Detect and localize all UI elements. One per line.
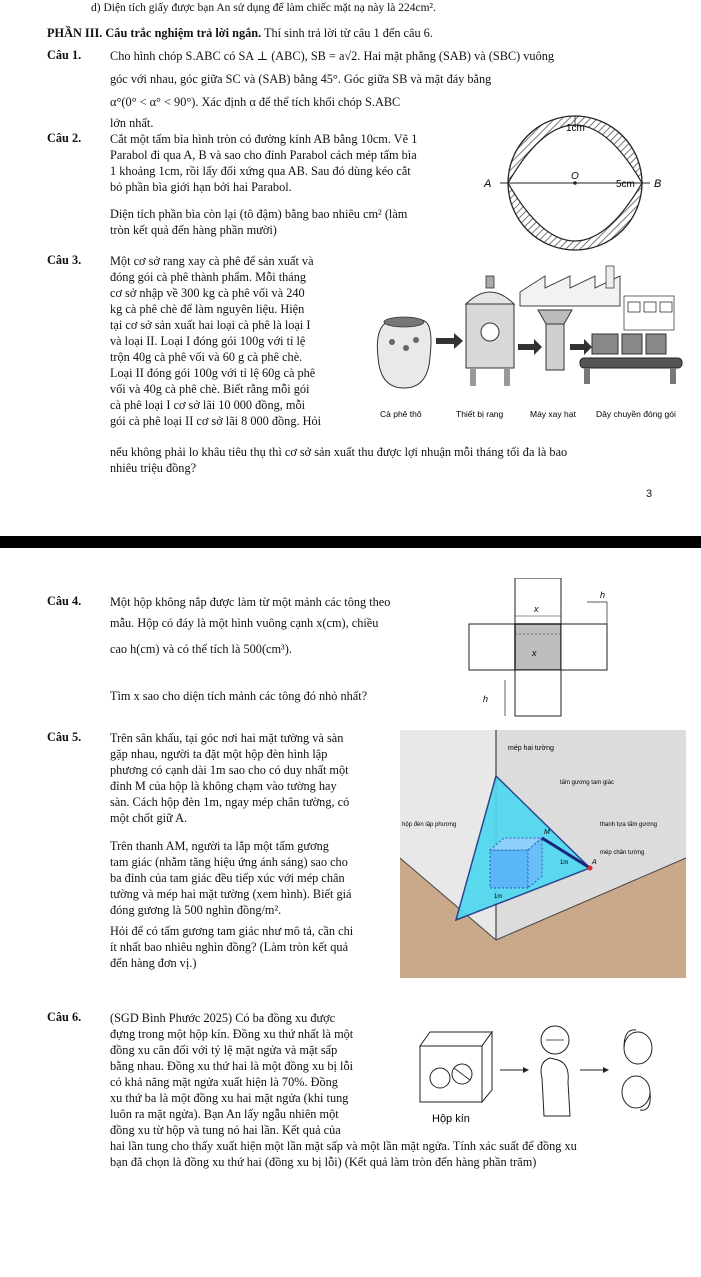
q2-line4: bỏ phần bìa giới hạn bởi hai Parabol. xyxy=(110,180,292,194)
q6-fig-label: Hộp kín xyxy=(432,1113,470,1125)
q5-fig-mirror: tấm gương tam giác xyxy=(560,780,614,786)
q2-line5: Diện tích phần bìa còn lại (tô đậm) bằng bao nhiêu cm² (làm xyxy=(110,207,408,221)
q3-line: Một cơ sở rang xay cà phê để sản xuất và xyxy=(110,254,314,268)
q4-label-x-mid: x xyxy=(532,648,537,658)
top-line: d) Diện tích giấy được bạn An sử dụng để làm chiếc mặt nạ này là 224cm². xyxy=(91,2,436,14)
grinder-icon xyxy=(546,322,564,370)
light-box-cube xyxy=(490,850,528,888)
q5-fig-m: M xyxy=(544,829,550,836)
q3-fig-label-2: Thiết bị rang xyxy=(456,409,504,419)
q6-line: đồng xu cân đối với tỷ lệ mặt ngửa và mặt sấp xyxy=(110,1043,338,1057)
net-left-flap xyxy=(469,624,515,670)
q4-line1: Một hộp không nắp được làm từ một mảnh các tông theo xyxy=(110,595,391,609)
q6-coin-figure xyxy=(410,1018,690,1130)
q3-line-last: nhiêu triệu đồng? xyxy=(110,461,197,475)
page-divider xyxy=(0,536,701,548)
net-right-flap xyxy=(561,624,607,670)
q1-line2: góc với nhau, góc giữa SC và (SAB) bằng 45°. Góc giữa SB và mặt đáy bằng xyxy=(110,72,492,86)
q3-line: trộn 40g cà phê vối và 60 g cà phê chè. xyxy=(110,350,303,364)
q3-production-figure xyxy=(370,262,688,424)
q6-line: đồng xu từ hộp và tung nó hai lần. Kết quả của xyxy=(110,1123,341,1137)
closed-box-lid xyxy=(420,1032,492,1046)
q3-line: cà phê loại I cơ sở lãi 10 000 đồng, mỗi xyxy=(110,398,306,412)
q2-label-b: B xyxy=(654,178,662,190)
pin-a xyxy=(588,866,593,871)
coffee-sack-icon xyxy=(377,320,431,388)
q5-para2-line: tam giác (nhằm tăng hiệu ứng ánh sáng) sao cho xyxy=(110,855,348,869)
q5-fig-edge-walls: mép hai tường xyxy=(508,745,554,752)
q1-line1: Cho hình chóp S.ABC có SA ⊥ (ABC), SB = a√2. Hai mặt phẳng (SAB) và (SBC) vuông xyxy=(110,49,555,63)
q3-line: cơ sở nhập về 300 kg cà phê vối và 240 xyxy=(110,286,305,300)
q5-fig-1m-a: 1m xyxy=(494,894,503,900)
q4-box-net-figure xyxy=(445,578,695,728)
section-note: Thí sinh trả lời từ câu 1 đến câu 6. xyxy=(264,26,433,40)
hand-icon xyxy=(541,1058,570,1116)
q5-mirror-figure xyxy=(400,730,686,978)
q2-line3: 1 khoảng 1cm, rồi lấy đối xứng qua AB. Sau đó dùng kéo cắt xyxy=(110,164,411,178)
q2-label-o: O xyxy=(571,171,579,182)
q3-line: kg cà phê chè để làm nguyên liệu. Hiện xyxy=(110,302,305,316)
q3-line-full: nếu không phải lo khâu tiêu thụ thì cơ sở sản xuất thu được lợi nhuận mỗi tháng tối đa là bao xyxy=(110,445,568,459)
q5-para2-line: đóng gương là 500 nghìn đồng/m². xyxy=(110,903,282,917)
q2-label-a: A xyxy=(484,178,492,190)
q6-label: Câu 6. xyxy=(47,1010,82,1024)
q5-label: Câu 5. xyxy=(47,730,82,744)
q3-line: Loại II đóng gói 100g với tỉ lệ 60g cà phê xyxy=(110,366,316,380)
q5-para3-line: Hỏi để có tấm gương tam giác như mô tả, cần chi xyxy=(110,924,354,938)
q2-line6: tròn kết quả đến hàng phần mười) xyxy=(110,223,277,237)
q5-para3-line: ít nhất bao nhiêu nghìn đồng? (Làm tròn kết quả xyxy=(110,940,349,954)
q5-para1-line: đỉnh M của hộp là không chạm vào tường hay xyxy=(110,779,337,793)
q3-label: Câu 3. xyxy=(47,253,82,267)
packaging-line-icon xyxy=(592,334,618,354)
net-top-flap xyxy=(515,578,561,624)
section-title: PHẦN III. Câu trắc nghiệm trả lời ngắn. xyxy=(47,26,262,40)
q3-line: và loại II. Loại I đóng gói 100g với tỉ lệ xyxy=(110,334,306,348)
page-top xyxy=(0,0,701,536)
coin-side-icon xyxy=(622,1076,650,1108)
q5-para1-line: Trên sân khấu, tại góc nơi hai mặt tường và sàn xyxy=(110,731,344,745)
coin-side-icon xyxy=(624,1032,652,1064)
arrow-icon xyxy=(436,333,463,349)
factory-icon xyxy=(520,276,620,306)
q5-fig-a: A xyxy=(592,859,597,866)
q2-5cm-label: 5cm xyxy=(616,179,635,190)
q4-label-h-left: h xyxy=(483,694,489,704)
q5-fig-bar: thanh tựa tấm gương xyxy=(600,822,657,828)
q5-para2-line: ba đỉnh của tam giác đều tiếp xúc với mép chân xyxy=(110,871,345,885)
q3-line: vối và 40g cà phê chè. Biết rằng mỗi gói xyxy=(110,382,310,396)
q6-line: luôn ra mặt ngửa). Bạn An lấy ngẫu nhiên một xyxy=(110,1107,339,1121)
q1-line3: α°(0° < α° < 90°). Xác định α để thể tích khối chóp S.ABC xyxy=(110,95,401,109)
q5-para2-line: Trên thanh AM, người ta lắp một tấm gương xyxy=(110,839,329,853)
q3-fig-label-4: Dây chuyền đóng gói xyxy=(596,409,676,419)
q4-label: Câu 4. xyxy=(47,594,82,608)
q5-fig-box: hộp đèn lập phương xyxy=(402,822,457,828)
q2-1cm-label: 1cm xyxy=(566,123,585,134)
q5-para1-line: gặp nhau, người ta đặt một hộp đèn hình lập xyxy=(110,747,328,761)
q4-label-h-top: h xyxy=(600,590,606,600)
q3-fig-label-3: Máy xay hạt xyxy=(530,409,576,419)
q5-para1-line: sàn. Cách hộp đèn 1m, ngay mép chân tường, có xyxy=(110,795,350,809)
q4-line4: Tìm x sao cho diện tích mảnh các tông đó nhỏ nhất? xyxy=(110,689,368,703)
q5-para3-line: đến hàng đơn vị.) xyxy=(110,956,197,970)
q6-line-full2: bạn đã chọn là đồng xu thứ hai (đồng xu bị lỗi) (Kết quả làm tròn đến hàng phần trăm) xyxy=(110,1155,537,1169)
q5-fig-wall-foot: mép chân tường xyxy=(600,850,645,856)
q2-line2: Parabol đi qua A, B và sao cho đỉnh Parabol cách mép tấm bìa xyxy=(110,148,417,162)
q3-line: tại cơ sở sản xuất hai loại cà phê là loại I xyxy=(110,318,311,332)
q1-line4: lớn nhất. xyxy=(110,116,154,130)
q1-label: Câu 1. xyxy=(47,48,82,62)
q4-label-x-top: x xyxy=(534,604,539,614)
q6-line: (SGD Bình Phước 2025) Có ba đồng xu được xyxy=(110,1011,336,1025)
page-number: 3 xyxy=(646,488,653,500)
q6-line: xu thứ ba là một đồng xu hai mặt ngửa (khi tung xyxy=(110,1091,349,1105)
page-bottom xyxy=(0,548,701,1277)
q2-circle-figure xyxy=(480,115,685,265)
q5-fig-1m-b: 1m xyxy=(560,860,569,866)
q5-para2-line: tường và mép hai mặt tường (xem hình). Biết giá xyxy=(110,887,352,901)
q2-line1: Cắt một tấm bìa hình tròn có đường kính AB bằng 10cm. Vẽ 1 xyxy=(110,132,418,146)
q6-line: đựng trong một hộp kín. Đồng xu thứ nhất là một xyxy=(110,1027,354,1041)
q3-line: đóng gói cà phê thành phẩm. Mỗi tháng xyxy=(110,270,307,284)
closed-box-icon xyxy=(420,1046,482,1102)
q4-line2: mẫu. Hộp có đáy là một hình vuông cạnh x(cm), chiều xyxy=(110,616,379,630)
q4-line3: cao h(cm) và có thể tích là 500(cm³). xyxy=(110,642,292,656)
q6-line: bằng nhau. Đồng xu thứ hai là một đồng xu bị lỗi xyxy=(110,1059,354,1073)
q5-para1-line: một chốt giữ A. xyxy=(110,811,188,825)
net-base-square xyxy=(515,624,561,670)
q2-label: Câu 2. xyxy=(47,131,82,145)
coin-icon xyxy=(430,1068,450,1088)
section-heading xyxy=(47,25,433,41)
q6-line-full1: hai lần tung cho thấy xuất hiện một lần mặt sấp và một lần mặt ngửa. Tính xác suất để đồng xu xyxy=(110,1139,577,1153)
q6-line: có khả năng mặt ngửa xuất hiện là 70%. Đồng xyxy=(110,1075,338,1089)
net-bottom-flap xyxy=(515,670,561,716)
q3-fig-label-1: Cà phê thô xyxy=(380,409,422,419)
q3-line: gói cà phê loại II cơ sở lãi 8 000 đồng. Hỏi xyxy=(110,414,322,428)
q5-para1-line: phương có cạnh dài 1m sao cho có duy nhất một xyxy=(110,763,349,777)
